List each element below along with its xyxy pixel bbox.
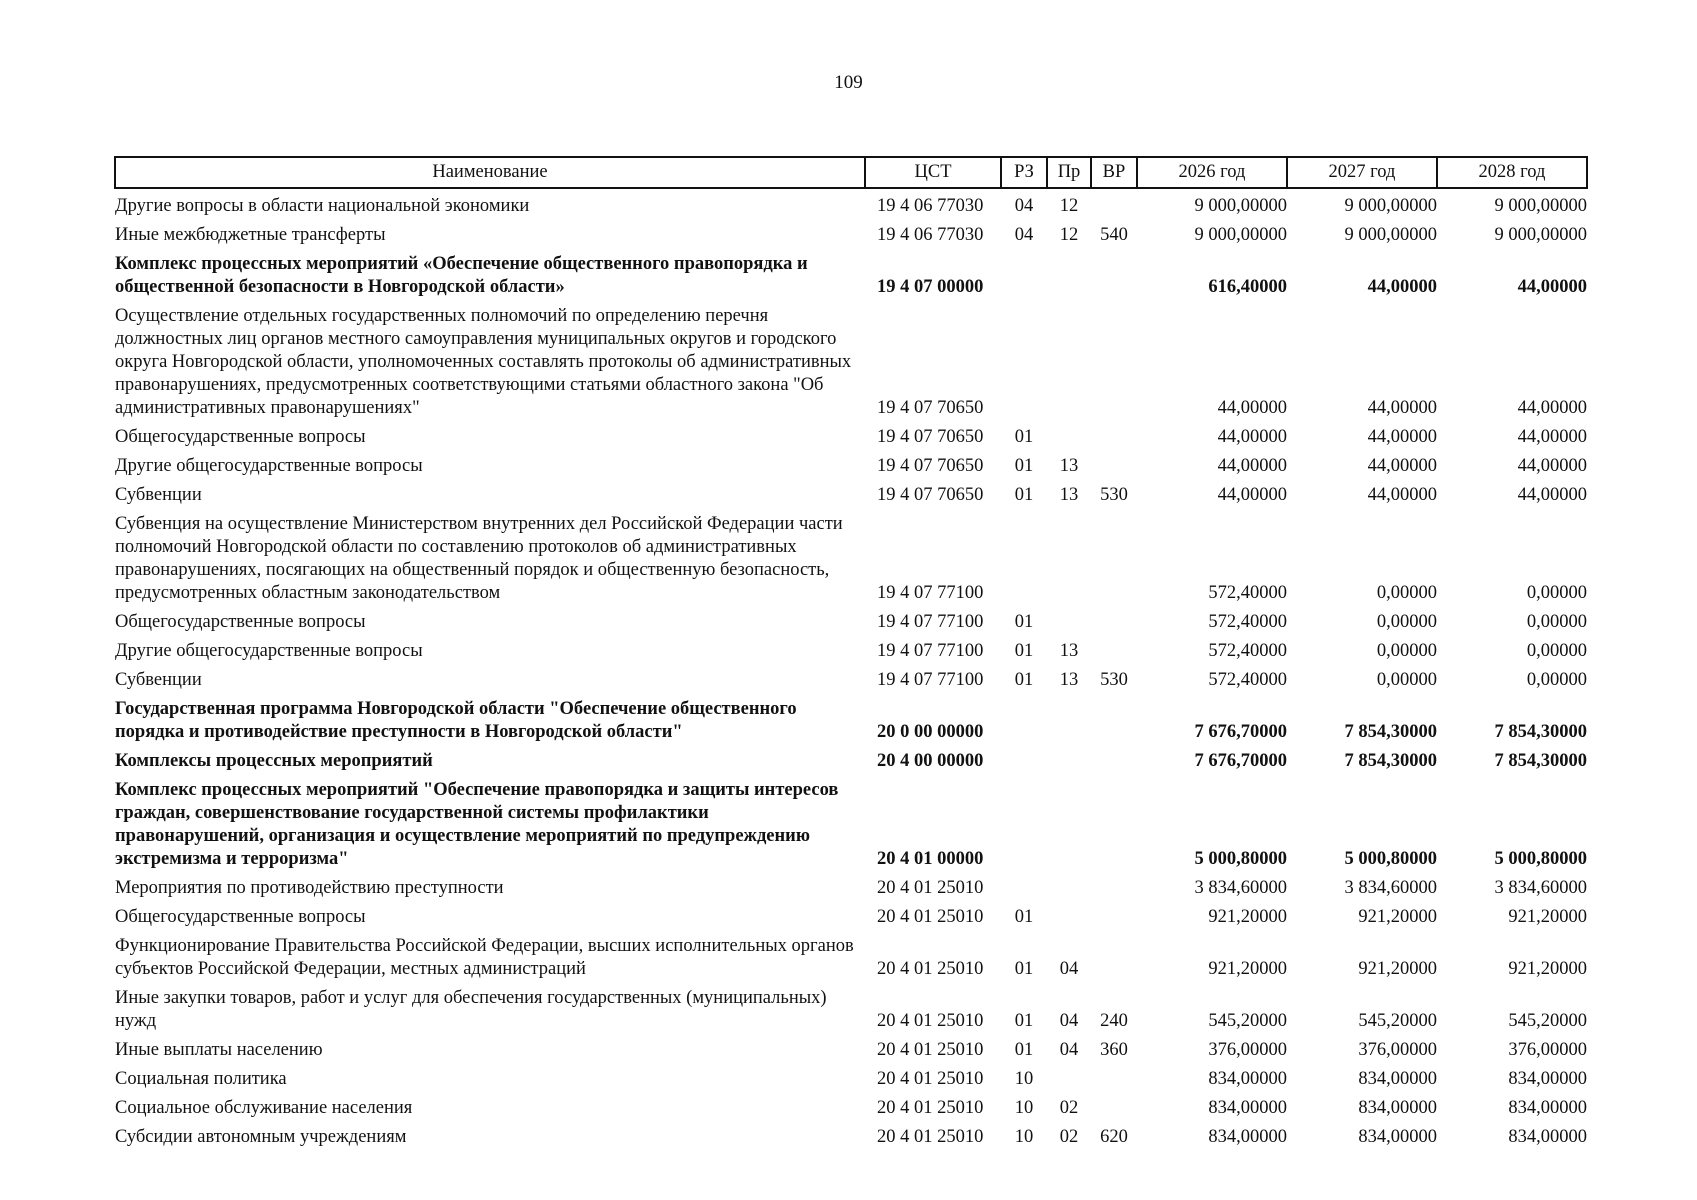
row-2028: 0,00000 [1526, 670, 1587, 690]
row-pr: 12 [1059, 196, 1079, 216]
row-vr: 530 [1100, 485, 1128, 505]
row-2026: 376,00000 [1208, 1040, 1287, 1060]
row-name: Комплексы процессных мероприятий [115, 751, 433, 771]
row-vr [1091, 692, 1137, 744]
row-rz: 01 [1014, 670, 1034, 690]
row-rz [1001, 507, 1047, 605]
header-cst: ЦСТ [865, 157, 1001, 188]
row-pr: 13 [1059, 456, 1079, 476]
row-cst: 20 4 01 25010 [877, 1127, 984, 1147]
row-rz [1001, 247, 1047, 299]
row-cst: 20 4 01 25010 [877, 959, 984, 979]
row-cst: 19 4 07 70650 [877, 427, 984, 447]
row-name: Комплекс процессных мероприятий "Обеспечение правопорядка и защиты интересов граждан, совершенствование государственной системы профилактики правонарушений, организация и осуществление мероприятий по предупреждению экстремизма и терроризма" [115, 780, 839, 869]
row-2028: 0,00000 [1526, 641, 1587, 661]
table-row [115, 605, 1587, 634]
row-cst: 19 4 07 77100 [877, 612, 984, 632]
row-cst: 19 4 07 70650 [877, 398, 984, 418]
row-2026: 572,40000 [1208, 583, 1287, 603]
table-row [115, 929, 1587, 981]
row-name: Другие общегосударственные вопросы [115, 641, 423, 661]
row-2027: 5 000,80000 [1344, 849, 1437, 869]
row-pr: 02 [1059, 1098, 1079, 1118]
table-row [115, 188, 1587, 218]
header-2027: 2027 год [1287, 157, 1437, 188]
row-2027: 0,00000 [1376, 641, 1437, 661]
row-vr [1091, 507, 1137, 605]
table-row [115, 663, 1587, 692]
row-rz: 04 [1014, 196, 1034, 216]
row-name: Осуществление отдельных государственных полномочий по определению перечня должностных лиц органов местного самоуправления муниципальных округов и городского округа Новгородской области, уполномоченных составлять протоколы об административных правонарушениях, предусмотренных соответствующими статьями областного закона "Об административных правонарушениях" [115, 306, 852, 418]
row-2026: 572,40000 [1208, 641, 1287, 661]
header-2028: 2028 год [1437, 157, 1587, 188]
row-2028: 44,00000 [1517, 427, 1587, 447]
row-vr [1091, 188, 1137, 218]
table-row [115, 218, 1587, 247]
row-pr [1047, 744, 1091, 773]
table-row [115, 1120, 1587, 1149]
row-rz: 01 [1014, 612, 1034, 632]
row-2026: 834,00000 [1208, 1098, 1287, 1118]
budget-table [114, 156, 1588, 1149]
row-vr [1091, 929, 1137, 981]
row-name: Мероприятия по противодействию преступности [115, 878, 504, 898]
row-2028: 921,20000 [1508, 959, 1587, 979]
row-2027: 0,00000 [1376, 583, 1437, 603]
row-name: Другие вопросы в области национальной экономики [115, 196, 530, 216]
row-cst: 19 4 07 00000 [877, 277, 984, 297]
row-vr [1091, 900, 1137, 929]
row-2028: 921,20000 [1508, 907, 1587, 927]
row-rz: 01 [1014, 485, 1034, 505]
row-2026: 5 000,80000 [1194, 849, 1287, 869]
row-name: Общегосударственные вопросы [115, 612, 366, 632]
row-2026: 9 000,00000 [1194, 225, 1287, 245]
row-cst: 19 4 06 77030 [877, 196, 984, 216]
row-cst: 19 4 07 70650 [877, 485, 984, 505]
row-cst: 20 4 01 25010 [877, 907, 984, 927]
row-2027: 44,00000 [1367, 427, 1437, 447]
row-name: Государственная программа Новгородской области "Обеспечение общественного порядка и противодействие преступности в Новгородской области" [115, 699, 797, 742]
row-rz: 01 [1014, 907, 1034, 927]
header-2026: 2026 год [1137, 157, 1287, 188]
row-pr [1047, 247, 1091, 299]
row-2027: 7 854,30000 [1344, 722, 1437, 742]
table-row [115, 478, 1587, 507]
row-pr: 12 [1059, 225, 1079, 245]
row-rz: 10 [1014, 1127, 1034, 1147]
row-2026: 572,40000 [1208, 612, 1287, 632]
row-pr [1047, 420, 1091, 449]
row-cst: 19 4 06 77030 [877, 225, 984, 245]
row-2027: 44,00000 [1367, 398, 1437, 418]
row-vr [1091, 449, 1137, 478]
row-2028: 834,00000 [1508, 1069, 1587, 1089]
row-2028: 545,20000 [1508, 1011, 1587, 1031]
row-2026: 545,20000 [1208, 1011, 1287, 1031]
row-name: Иные закупки товаров, работ и услуг для обеспечения государственных (муниципальных) нужд [115, 988, 827, 1031]
row-2028: 5 000,80000 [1494, 849, 1587, 869]
row-vr: 530 [1100, 670, 1128, 690]
row-2027: 834,00000 [1358, 1127, 1437, 1147]
row-pr [1047, 605, 1091, 634]
row-2028: 9 000,00000 [1494, 196, 1587, 216]
row-cst: 20 4 01 25010 [877, 1069, 984, 1089]
row-pr [1047, 692, 1091, 744]
row-rz: 01 [1014, 1040, 1034, 1060]
row-2028: 44,00000 [1517, 398, 1587, 418]
table-body [115, 188, 1587, 1149]
row-pr: 02 [1059, 1127, 1079, 1147]
row-2026: 44,00000 [1217, 485, 1287, 505]
row-2027: 9 000,00000 [1344, 225, 1437, 245]
row-vr: 360 [1100, 1040, 1128, 1060]
row-2027: 44,00000 [1367, 485, 1437, 505]
row-name: Субсидии автономным учреждениям [115, 1127, 407, 1147]
table-row [115, 507, 1587, 605]
header-rz: РЗ [1001, 157, 1047, 188]
row-rz: 01 [1014, 1011, 1034, 1031]
row-pr [1047, 900, 1091, 929]
row-rz [1001, 692, 1047, 744]
row-2028: 834,00000 [1508, 1098, 1587, 1118]
row-rz [1001, 871, 1047, 900]
row-2028: 0,00000 [1526, 612, 1587, 632]
row-name: Социальное обслуживание населения [115, 1098, 413, 1118]
row-2026: 7 676,70000 [1194, 751, 1287, 771]
row-pr: 13 [1059, 670, 1079, 690]
row-2028: 44,00000 [1517, 277, 1587, 297]
row-cst: 20 4 00 00000 [877, 751, 984, 771]
row-cst: 20 4 01 25010 [877, 1011, 984, 1031]
row-2028: 7 854,30000 [1494, 751, 1587, 771]
row-rz: 01 [1014, 456, 1034, 476]
row-2027: 44,00000 [1367, 277, 1437, 297]
table-row [115, 1062, 1587, 1091]
row-2026: 921,20000 [1208, 907, 1287, 927]
row-2027: 0,00000 [1376, 612, 1437, 632]
row-vr [1091, 773, 1137, 871]
row-pr: 13 [1059, 485, 1079, 505]
table-row [115, 1091, 1587, 1120]
table-row [115, 247, 1587, 299]
row-2026: 572,40000 [1208, 670, 1287, 690]
row-name: Социальная политика [115, 1069, 287, 1089]
row-cst: 20 4 01 00000 [877, 849, 984, 869]
row-name: Комплекс процессных мероприятий «Обеспечение общественного правопорядка и общественной безопасности в Новгородской области» [115, 254, 808, 297]
table-row [115, 1033, 1587, 1062]
row-2026: 834,00000 [1208, 1127, 1287, 1147]
row-2027: 834,00000 [1358, 1069, 1437, 1089]
row-name: Субвенция на осуществление Министерством внутренних дел Российской Федерации части полномочий Новгородской области по составлению протоколов об административных правонарушениях, посягающих на общественный порядок и общественную безопасность, предусмотренных областным законодательством [115, 514, 843, 603]
row-rz: 01 [1014, 959, 1034, 979]
row-2028: 7 854,30000 [1494, 722, 1587, 742]
row-name: Иные выплаты населению [115, 1040, 323, 1060]
row-cst: 20 4 01 25010 [877, 878, 984, 898]
row-2027: 7 854,30000 [1344, 751, 1437, 771]
row-vr: 540 [1100, 225, 1128, 245]
table-row [115, 773, 1587, 871]
table-row [115, 900, 1587, 929]
row-rz [1001, 299, 1047, 420]
row-2028: 0,00000 [1526, 583, 1587, 603]
row-cst: 19 4 07 77100 [877, 670, 984, 690]
row-rz: 01 [1014, 427, 1034, 447]
row-2027: 44,00000 [1367, 456, 1437, 476]
row-2026: 834,00000 [1208, 1069, 1287, 1089]
row-cst: 19 4 07 70650 [877, 456, 984, 476]
row-rz [1001, 773, 1047, 871]
row-2027: 0,00000 [1376, 670, 1437, 690]
row-pr: 04 [1059, 959, 1079, 979]
row-cst: 19 4 07 77100 [877, 583, 984, 603]
row-pr [1047, 507, 1091, 605]
header-vr: ВР [1091, 157, 1137, 188]
row-rz: 10 [1014, 1098, 1034, 1118]
row-vr [1091, 299, 1137, 420]
page-number: 109 [834, 72, 863, 93]
row-vr: 240 [1100, 1011, 1128, 1031]
row-2026: 44,00000 [1217, 398, 1287, 418]
row-vr [1091, 871, 1137, 900]
row-pr: 04 [1059, 1011, 1079, 1031]
row-vr [1091, 634, 1137, 663]
table-header-row [115, 157, 1587, 188]
row-vr [1091, 744, 1137, 773]
table-row [115, 449, 1587, 478]
row-vr [1091, 420, 1137, 449]
table-row [115, 871, 1587, 900]
row-2027: 921,20000 [1358, 907, 1437, 927]
header-pr: Пр [1047, 157, 1091, 188]
row-cst: 20 4 01 25010 [877, 1098, 984, 1118]
row-2028: 376,00000 [1508, 1040, 1587, 1060]
table-row [115, 420, 1587, 449]
row-name: Субвенции [115, 485, 202, 505]
row-name: Общегосударственные вопросы [115, 907, 366, 927]
row-cst: 20 0 00 00000 [877, 722, 984, 742]
row-vr: 620 [1100, 1127, 1128, 1147]
row-rz [1001, 744, 1047, 773]
row-pr: 04 [1059, 1040, 1079, 1060]
row-name: Функционирование Правительства Российской Федерации, высших исполнительных органов субъектов Российской Федерации, местных администраций [115, 936, 854, 979]
table-row [115, 981, 1587, 1033]
row-pr: 13 [1059, 641, 1079, 661]
header-name: Наименование [115, 157, 865, 188]
row-name: Другие общегосударственные вопросы [115, 456, 423, 476]
row-2026: 921,20000 [1208, 959, 1287, 979]
table-row [115, 744, 1587, 773]
row-name: Иные межбюджетные трансферты [115, 225, 386, 245]
row-pr [1047, 773, 1091, 871]
row-2027: 921,20000 [1358, 959, 1437, 979]
row-vr [1091, 247, 1137, 299]
row-2026: 9 000,00000 [1194, 196, 1287, 216]
row-2027: 834,00000 [1358, 1098, 1437, 1118]
row-name: Общегосударственные вопросы [115, 427, 366, 447]
row-2026: 44,00000 [1217, 456, 1287, 476]
row-cst: 19 4 07 77100 [877, 641, 984, 661]
table-row [115, 692, 1587, 744]
row-pr [1047, 871, 1091, 900]
row-pr [1047, 1062, 1091, 1091]
row-rz: 04 [1014, 225, 1034, 245]
row-2027: 9 000,00000 [1344, 196, 1437, 216]
row-2027: 376,00000 [1358, 1040, 1437, 1060]
row-pr [1047, 299, 1091, 420]
row-name: Субвенции [115, 670, 202, 690]
row-vr [1091, 1062, 1137, 1091]
row-2027: 3 834,60000 [1344, 878, 1437, 898]
row-2026: 7 676,70000 [1194, 722, 1287, 742]
row-2028: 834,00000 [1508, 1127, 1587, 1147]
row-rz: 01 [1014, 641, 1034, 661]
row-2028: 9 000,00000 [1494, 225, 1587, 245]
row-2028: 3 834,60000 [1494, 878, 1587, 898]
row-vr [1091, 605, 1137, 634]
row-2027: 545,20000 [1358, 1011, 1437, 1031]
row-cst: 20 4 01 25010 [877, 1040, 984, 1060]
table-row [115, 299, 1587, 420]
row-vr [1091, 1091, 1137, 1120]
row-2026: 44,00000 [1217, 427, 1287, 447]
table-row [115, 634, 1587, 663]
row-2028: 44,00000 [1517, 456, 1587, 476]
row-rz: 10 [1014, 1069, 1034, 1089]
row-2026: 616,40000 [1208, 277, 1287, 297]
row-2026: 3 834,60000 [1194, 878, 1287, 898]
row-2028: 44,00000 [1517, 485, 1587, 505]
